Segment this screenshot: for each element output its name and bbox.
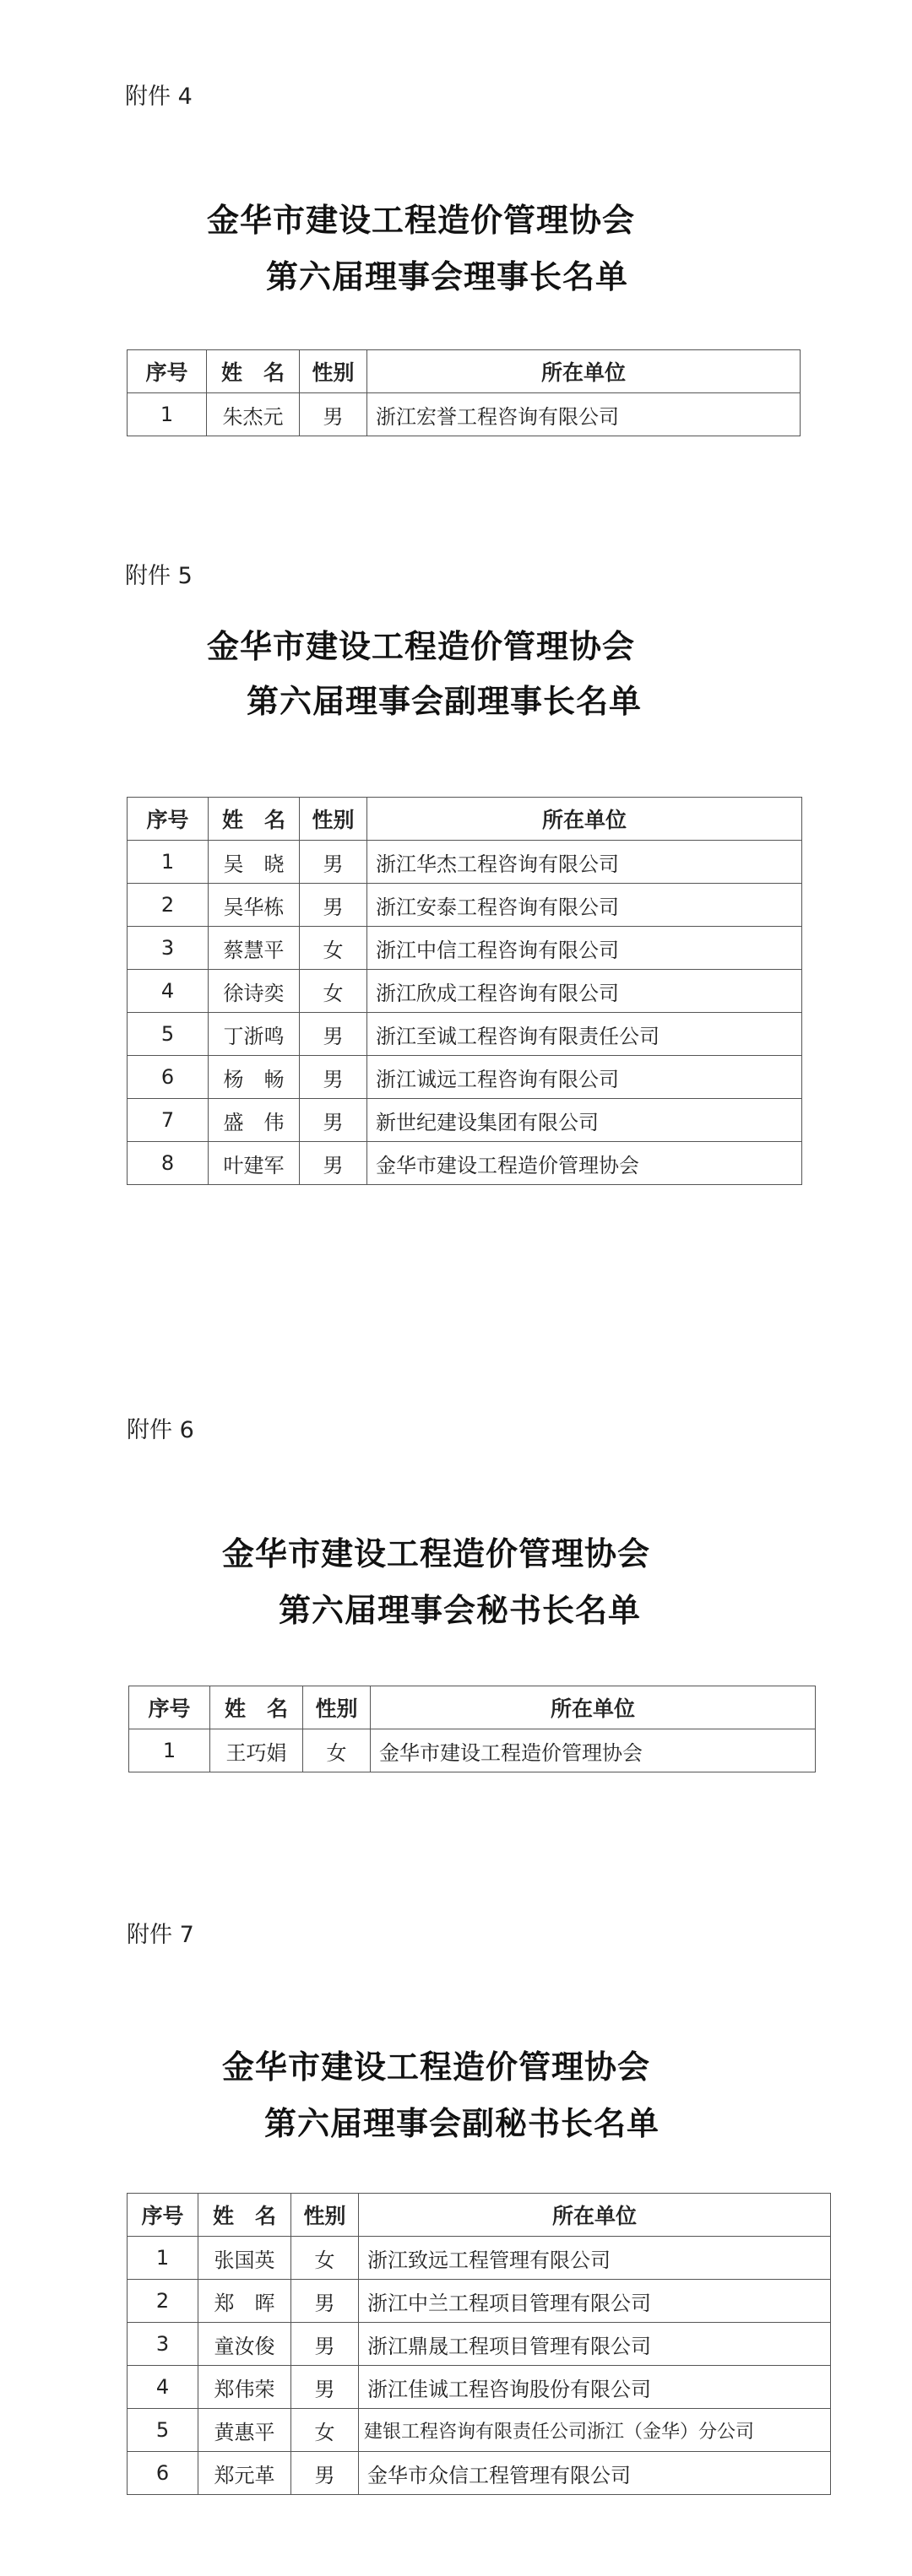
- cell-name: 王巧娟: [210, 1729, 303, 1772]
- document-title-line2: 第六届理事会秘书长名单: [279, 1591, 642, 1629]
- cell-unit: 浙江欣成工程咨询有限公司: [367, 970, 802, 1013]
- table-row: [128, 2237, 831, 2280]
- table-row: [128, 1056, 802, 1099]
- table-row: [128, 970, 802, 1013]
- cell-name: 黄惠平: [198, 2409, 291, 2452]
- cell-unit: 浙江安泰工程咨询有限公司: [367, 884, 802, 927]
- header-unit: 所在单位: [367, 350, 801, 393]
- cell-unit: 新世纪建设集团有限公司: [367, 1099, 802, 1142]
- cell-gender: 女: [300, 927, 367, 970]
- cell-unit: 浙江诚远工程咨询有限公司: [367, 1056, 802, 1099]
- table-row: [128, 2409, 831, 2452]
- header-gender: 性别: [291, 2194, 359, 2237]
- cell-seq: 4: [128, 2366, 198, 2409]
- attachment-label: 附件 6: [127, 1417, 194, 1443]
- cell-unit: 浙江中信工程咨询有限公司: [367, 927, 802, 970]
- cell-unit: 浙江中兰工程项目管理有限公司: [359, 2280, 831, 2323]
- cell-seq: 7: [128, 1099, 209, 1142]
- cell-name: 丁浙鸣: [209, 1013, 300, 1056]
- cell-seq: 1: [128, 393, 207, 436]
- document-title-line1: 金华市建设工程造价管理协会: [207, 201, 636, 239]
- header-unit: 所在单位: [359, 2194, 831, 2237]
- cell-unit: 建银工程咨询有限责任公司浙江（金华）分公司: [359, 2409, 831, 2452]
- cell-seq: 5: [128, 2409, 198, 2452]
- header-name: 姓 名: [207, 350, 300, 393]
- table-row: [129, 1729, 816, 1772]
- document-title-line2: 第六届理事会副理事长名单: [247, 682, 643, 720]
- header-gender: 性别: [300, 350, 367, 393]
- attachment-label: 附件 5: [125, 563, 193, 589]
- cell-gender: 女: [303, 1729, 371, 1772]
- table-header-row: [129, 1686, 816, 1729]
- document-title-line2: 第六届理事会理事长名单: [266, 257, 629, 295]
- cell-name: 郑伟荣: [198, 2366, 291, 2409]
- cell-seq: 6: [128, 2452, 198, 2495]
- cell-unit: 金华市众信工程管理有限公司: [359, 2452, 831, 2495]
- table-row: [128, 841, 802, 884]
- table-row: [128, 1013, 802, 1056]
- cell-gender: 男: [291, 2452, 359, 2495]
- cell-name: 朱杰元: [207, 393, 300, 436]
- cell-seq: 1: [128, 2237, 198, 2280]
- attachment-label: 附件 7: [127, 1922, 194, 1948]
- table-row: [128, 2323, 831, 2366]
- header-seq: 序号: [129, 1686, 210, 1729]
- cell-name: 郑元革: [198, 2452, 291, 2495]
- cell-gender: 女: [300, 970, 367, 1013]
- header-gender: 性别: [303, 1686, 371, 1729]
- cell-name: 蔡慧平: [209, 927, 300, 970]
- table-row: [128, 884, 802, 927]
- cell-gender: 男: [300, 393, 367, 436]
- table-row: [128, 2366, 831, 2409]
- table-row: [128, 927, 802, 970]
- roster-table: [127, 797, 802, 1185]
- cell-seq: 6: [128, 1056, 209, 1099]
- cell-unit: 金华市建设工程造价管理协会: [367, 1142, 802, 1185]
- table-row: [128, 1142, 802, 1185]
- table-row: [128, 2452, 831, 2495]
- cell-unit: 浙江至诚工程咨询有限责任公司: [367, 1013, 802, 1056]
- cell-gender: 女: [291, 2237, 359, 2280]
- cell-seq: 8: [128, 1142, 209, 1185]
- cell-gender: 男: [291, 2280, 359, 2323]
- cell-name: 盛 伟: [209, 1099, 300, 1142]
- cell-seq: 3: [128, 927, 209, 970]
- cell-name: 郑 晖: [198, 2280, 291, 2323]
- cell-unit: 浙江致远工程管理有限公司: [359, 2237, 831, 2280]
- cell-unit: 浙江华杰工程咨询有限公司: [367, 841, 802, 884]
- header-name: 姓 名: [198, 2194, 291, 2237]
- cell-name: 徐诗奕: [209, 970, 300, 1013]
- document-title-line1: 金华市建设工程造价管理协会: [222, 2048, 651, 2086]
- roster-table: [127, 2193, 831, 2495]
- cell-unit: 浙江佳诚工程咨询股份有限公司: [359, 2366, 831, 2409]
- cell-seq: 1: [129, 1729, 210, 1772]
- header-unit: 所在单位: [367, 798, 802, 841]
- cell-name: 吴华栋: [209, 884, 300, 927]
- table-row: [128, 1099, 802, 1142]
- cell-gender: 男: [300, 841, 367, 884]
- header-seq: 序号: [128, 350, 207, 393]
- table-header-row: [128, 2194, 831, 2237]
- cell-gender: 男: [300, 1013, 367, 1056]
- header-seq: 序号: [128, 2194, 198, 2237]
- header-name: 姓 名: [209, 798, 300, 841]
- cell-seq: 3: [128, 2323, 198, 2366]
- header-name: 姓 名: [210, 1686, 303, 1729]
- table-row: [128, 393, 801, 436]
- header-unit: 所在单位: [371, 1686, 816, 1729]
- header-gender: 性别: [300, 798, 367, 841]
- cell-gender: 男: [300, 1142, 367, 1185]
- document-title-line1: 金华市建设工程造价管理协会: [222, 1534, 651, 1572]
- cell-gender: 男: [300, 1056, 367, 1099]
- roster-table: [127, 349, 801, 436]
- cell-gender: 男: [300, 884, 367, 927]
- document-title-line1: 金华市建设工程造价管理协会: [207, 627, 636, 665]
- cell-gender: 女: [291, 2409, 359, 2452]
- table-header-row: [128, 798, 802, 841]
- cell-unit: 浙江宏誉工程咨询有限公司: [367, 393, 801, 436]
- cell-seq: 2: [128, 884, 209, 927]
- cell-seq: 5: [128, 1013, 209, 1056]
- cell-seq: 2: [128, 2280, 198, 2323]
- cell-gender: 男: [291, 2366, 359, 2409]
- roster-table: [128, 1686, 816, 1772]
- cell-name: 吴 晓: [209, 841, 300, 884]
- cell-seq: 4: [128, 970, 209, 1013]
- header-seq: 序号: [128, 798, 209, 841]
- table-row: [128, 2280, 831, 2323]
- cell-name: 童汝俊: [198, 2323, 291, 2366]
- cell-name: 张国英: [198, 2237, 291, 2280]
- cell-unit: 金华市建设工程造价管理协会: [371, 1729, 816, 1772]
- cell-unit: 浙江鼎晟工程项目管理有限公司: [359, 2323, 831, 2366]
- table-header-row: [128, 350, 801, 393]
- cell-gender: 男: [291, 2323, 359, 2366]
- cell-gender: 男: [300, 1099, 367, 1142]
- document-title-line2: 第六届理事会副秘书长名单: [264, 2104, 660, 2142]
- cell-name: 叶建军: [209, 1142, 300, 1185]
- attachment-label: 附件 4: [125, 84, 193, 110]
- cell-seq: 1: [128, 841, 209, 884]
- cell-name: 杨 畅: [209, 1056, 300, 1099]
